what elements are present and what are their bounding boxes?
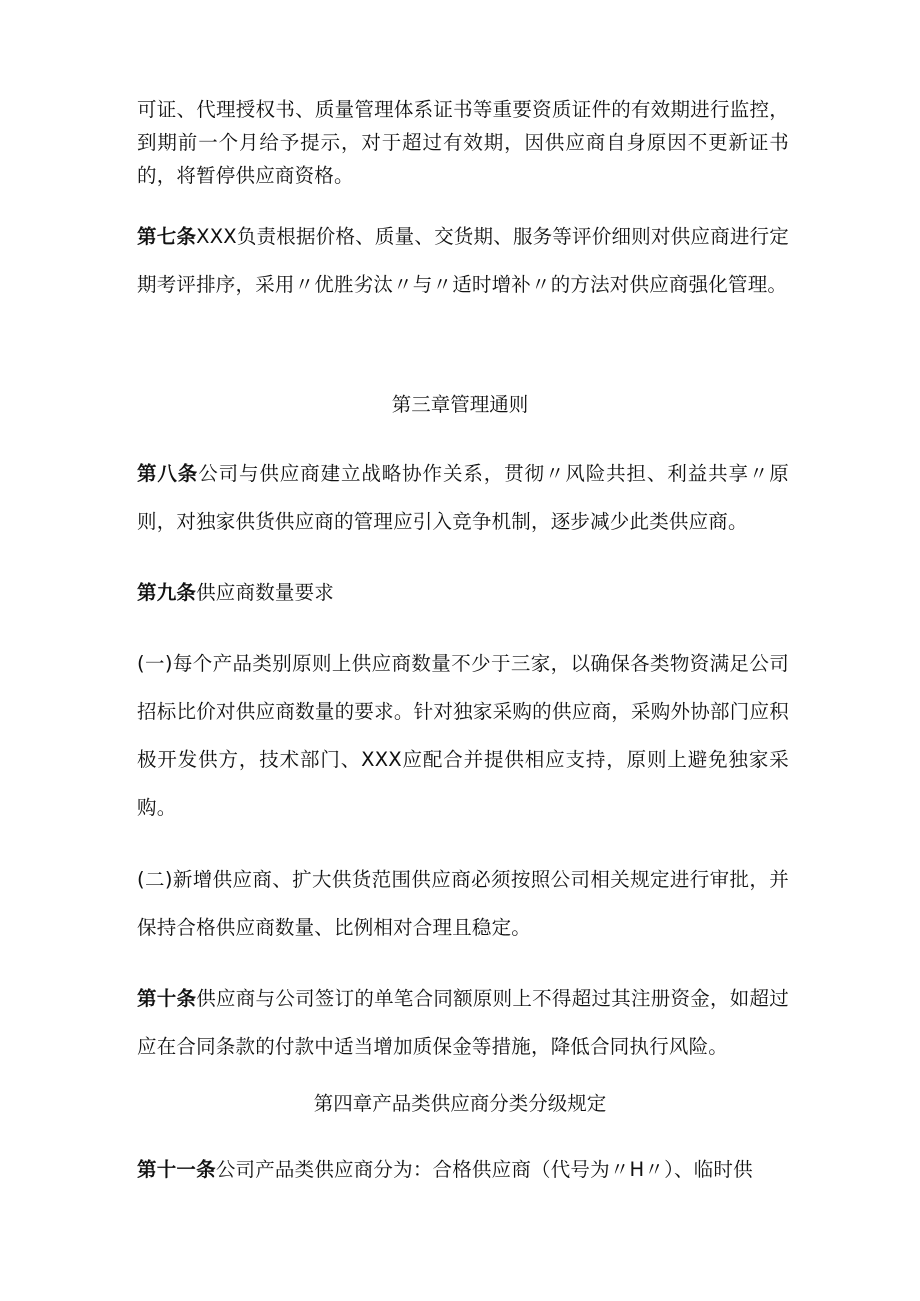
- article-9-label: 第九条: [137, 581, 197, 604]
- article-8-label: 第八条: [137, 462, 199, 485]
- chapter-4-heading: 第四章产品类供应商分类分级规定: [313, 1092, 607, 1115]
- article-9-item-1: [137, 640, 789, 832]
- article-9-text: 供应商数量要求: [196, 581, 335, 604]
- paragraph-text: 可证、代理授权书、质量管理体系证书等重要资质证件的有效期进行监控，到期前一个月给予提示，对于超过有效期，因供应商自身原因不更新证书的，将暂停供应商资格。: [137, 98, 789, 187]
- article-10: [137, 975, 789, 1071]
- article-9: [137, 569, 789, 617]
- article-7: [137, 213, 789, 309]
- article-11-label: 第十一条: [137, 1158, 216, 1181]
- chapter-3-heading: 第三章管理通则: [391, 393, 529, 416]
- article-7-label: 第七条: [137, 225, 197, 248]
- article-7-text: XXX负责根据价格、质量、交货期、服务等评价细则对供应商进行定期考评排序，采用〃优胜劣汰〃与〃适时增补〃的方法对供应商强化管理。: [137, 225, 789, 296]
- article-8-text: 公司与供应商建立战略协作关系，贯彻〃风险共担、利益共享〃原则，对独家供货供应商的管理应引入竞争机制，逐步减少此类供应商。: [137, 462, 789, 533]
- item-1-text: (一)每个产品类别原则上供应商数量不少于三家，以确保各类物资满足公司招标比价对供应商数量的要求。针对独家采购的供应商，采购外协部门应积极开发供方，技术部门、XXX应配合并提供相应支持，原则上避免独家采购。: [137, 652, 789, 819]
- article-11: [137, 1146, 789, 1194]
- paragraph-qualification-monitoring: [137, 93, 789, 192]
- article-9-item-2: [137, 856, 789, 952]
- article-11-text: 公司产品类供应商分为：合格供应商（代号为〃H〃）、临时供: [215, 1158, 753, 1181]
- article-8: [137, 450, 789, 546]
- article-10-text: 供应商与公司签订的单笔合同额原则上不得超过其注册资金，如超过应在合同条款的付款中适当增加质保金等措施，降低合同执行风险。: [137, 987, 789, 1058]
- article-10-label: 第十条: [137, 987, 197, 1010]
- item-2-text: (二)新增供应商、扩大供货范围供应商必须按照公司相关规定进行审批，并保持合格供应商数量、比例相对合理且稳定。: [137, 868, 789, 939]
